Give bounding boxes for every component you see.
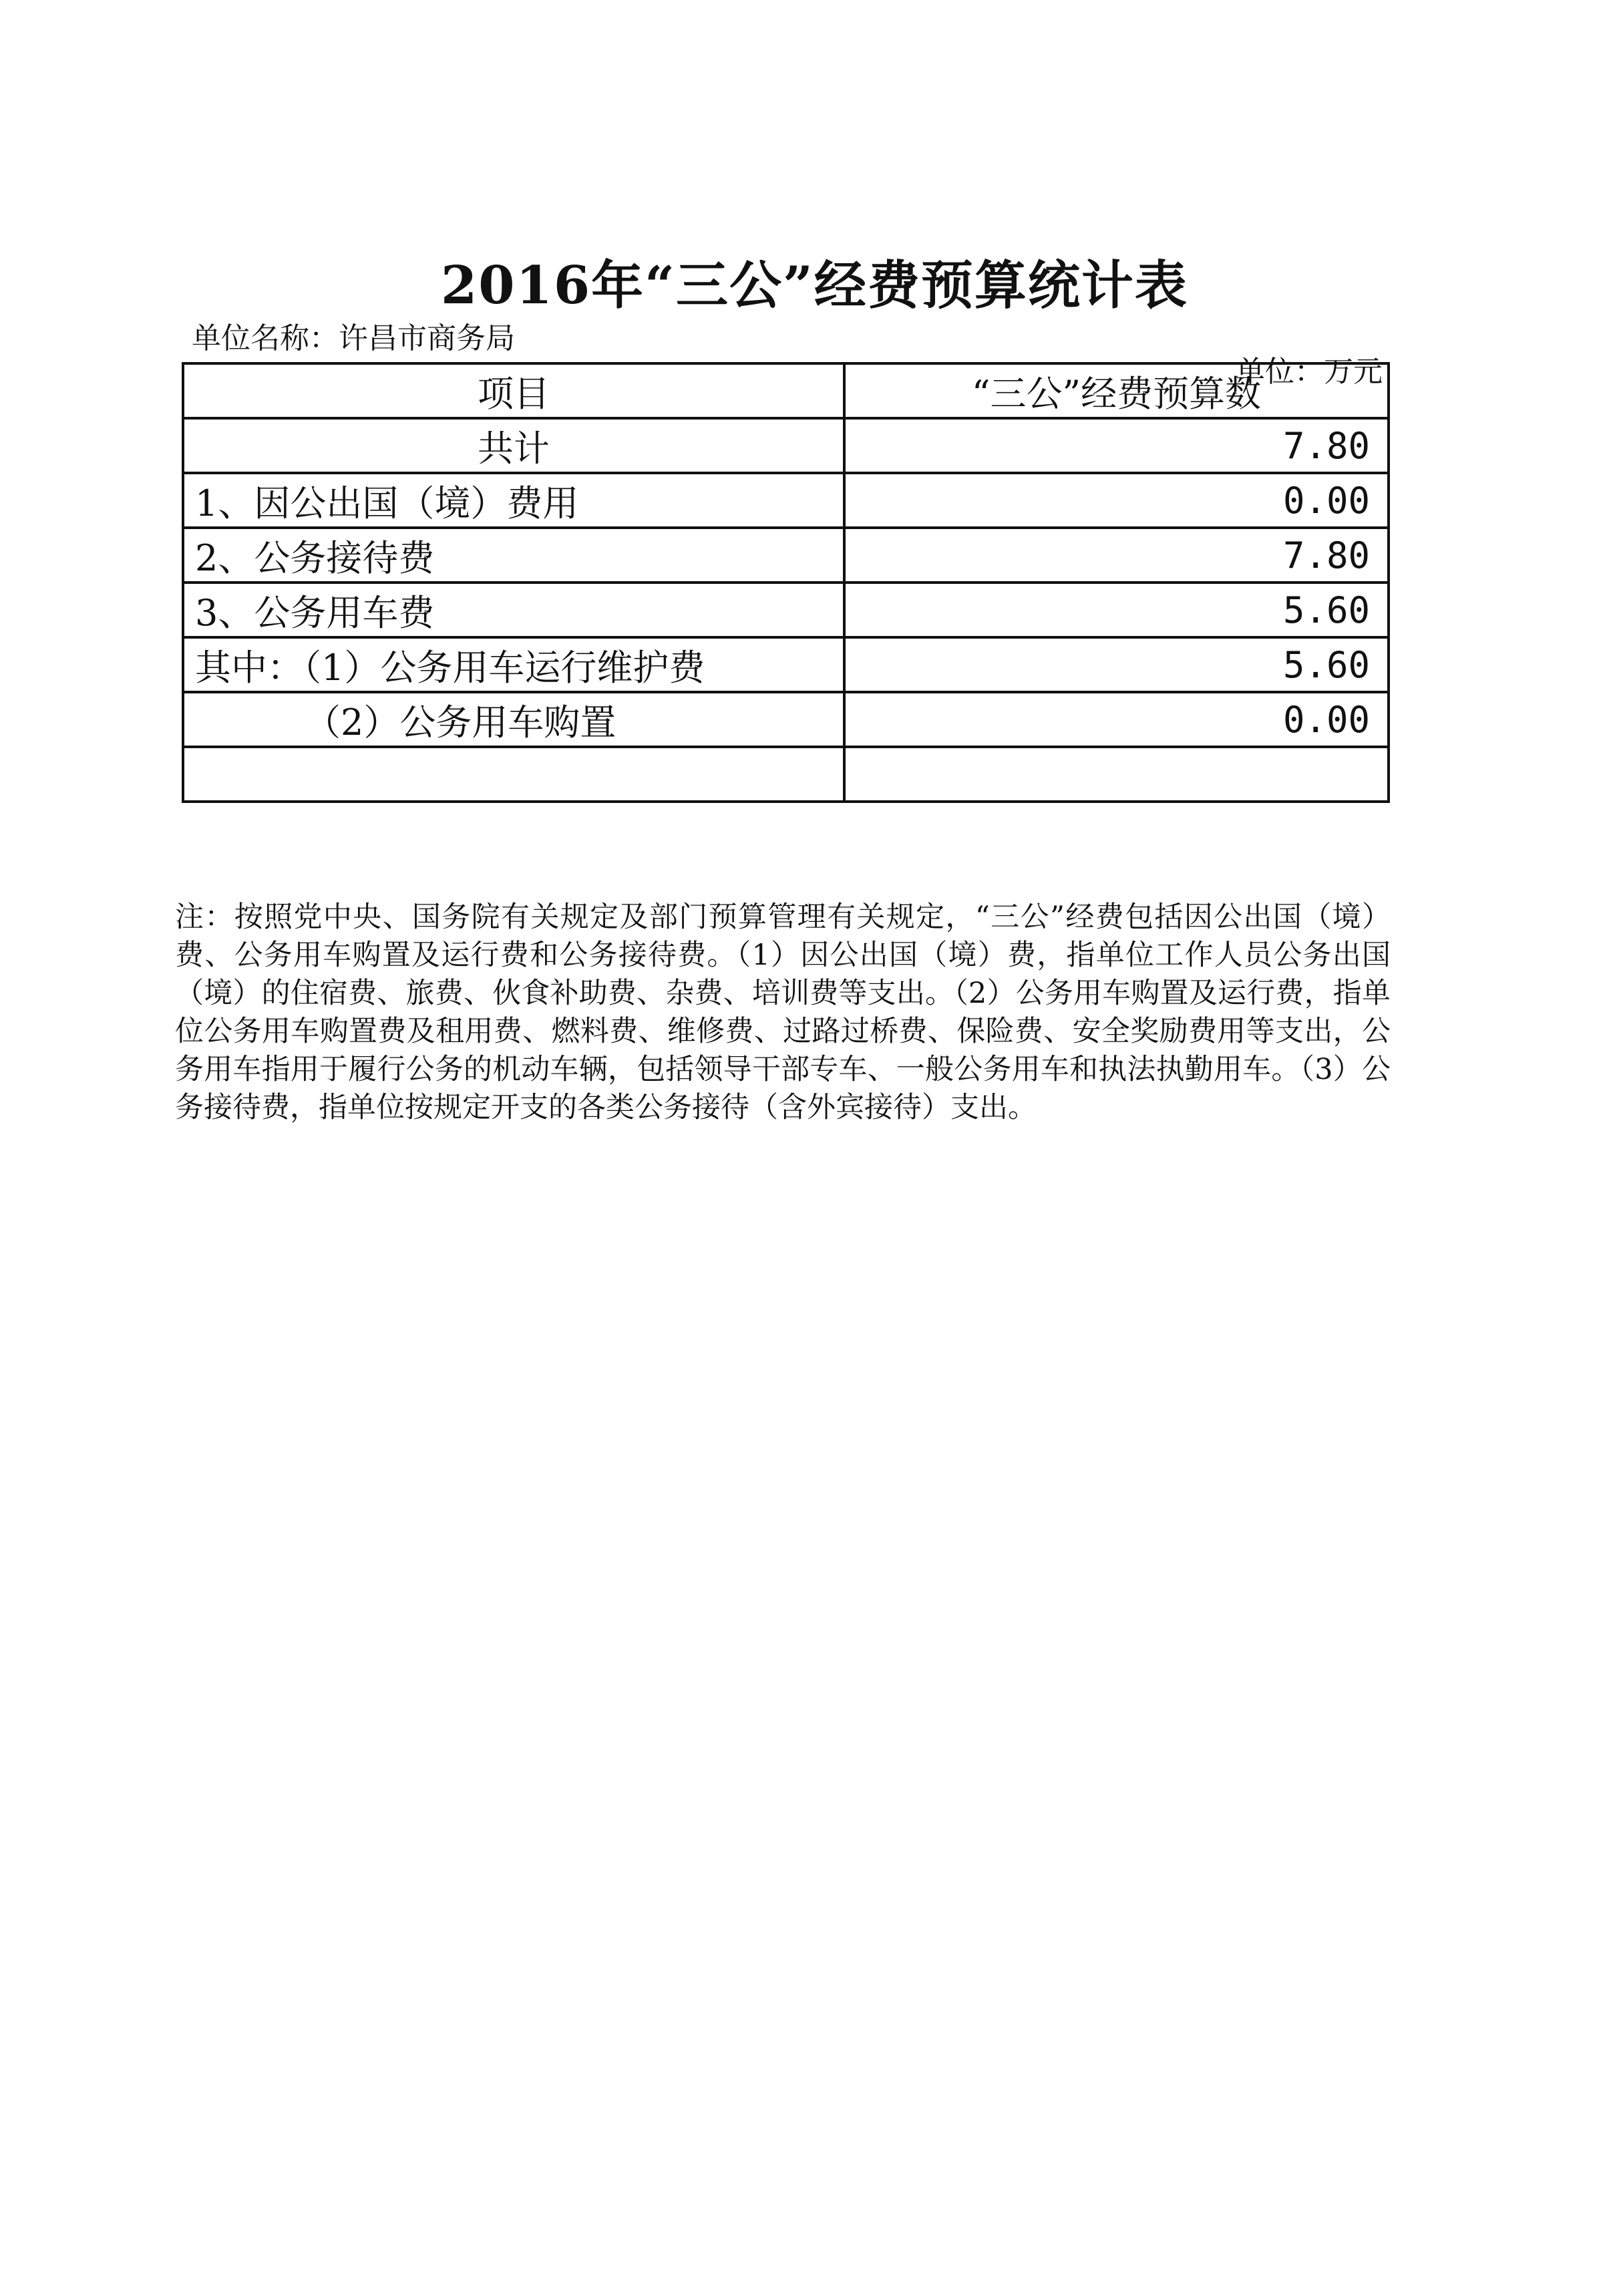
table-row <box>183 692 1389 747</box>
column-header-budget: “三公”经费预算数 <box>844 363 1389 418</box>
row-item-label: 3、公务用车费 <box>183 583 844 637</box>
footnote <box>175 898 1391 1127</box>
row-value: 0.00 <box>844 692 1389 747</box>
currency-unit-label: 单位：万元 <box>1236 355 1383 389</box>
row-value <box>844 747 1389 802</box>
unit-name-label: 单位名称：许昌市商务局 <box>192 321 515 355</box>
footnote-text: 注：按照党中央、国务院有关规定及部门预算管理有关规定，“三公”经费包括因公出国（境）费、公务用车购置及运行费和公务接待费。（1）因公出国（境）费，指单位工作人员公务出国（境）的住宿费、旅费、伙食补助费、杂费、培训费等支出。（2）公务用车购置及运行费，指单位公务用车购置费及租用费、燃料费、维修费、过路过桥费、保险费、安全奖励费用等支出，公务用车指用于履行公务的机动车辆，包括领导干部专车、一般公务用车和执法执勤用车。（3）公务接待费，指单位按规定开支的各类公务接待（含外宾接待）支出。 <box>175 900 1391 1124</box>
row-item-label: 共计 <box>183 418 844 473</box>
row-item-label: （2）公务用车购置 <box>183 692 844 747</box>
row-item-label: 其中：（1）公务用车运行维护费 <box>183 637 844 692</box>
table-row <box>183 583 1389 637</box>
table-row <box>183 528 1389 583</box>
table-row-empty <box>183 747 1389 802</box>
document-title: 2016年“三公”经费预算统计表 <box>441 255 1188 316</box>
table-header-row <box>183 363 1389 418</box>
row-value: 7.80 <box>844 418 1389 473</box>
row-item-label <box>183 747 844 802</box>
row-value: 5.60 <box>844 583 1389 637</box>
row-item-label: 2、公务接待费 <box>183 528 844 583</box>
row-value: 5.60 <box>844 637 1389 692</box>
row-item-label: 1、因公出国（境）费用 <box>183 473 844 528</box>
column-header-item: 项目 <box>183 363 844 418</box>
table-row <box>183 418 1389 473</box>
table-row <box>183 637 1389 692</box>
row-value: 7.80 <box>844 528 1389 583</box>
row-value: 0.00 <box>844 473 1389 528</box>
table-row <box>183 473 1389 528</box>
budget-table <box>182 362 1390 803</box>
